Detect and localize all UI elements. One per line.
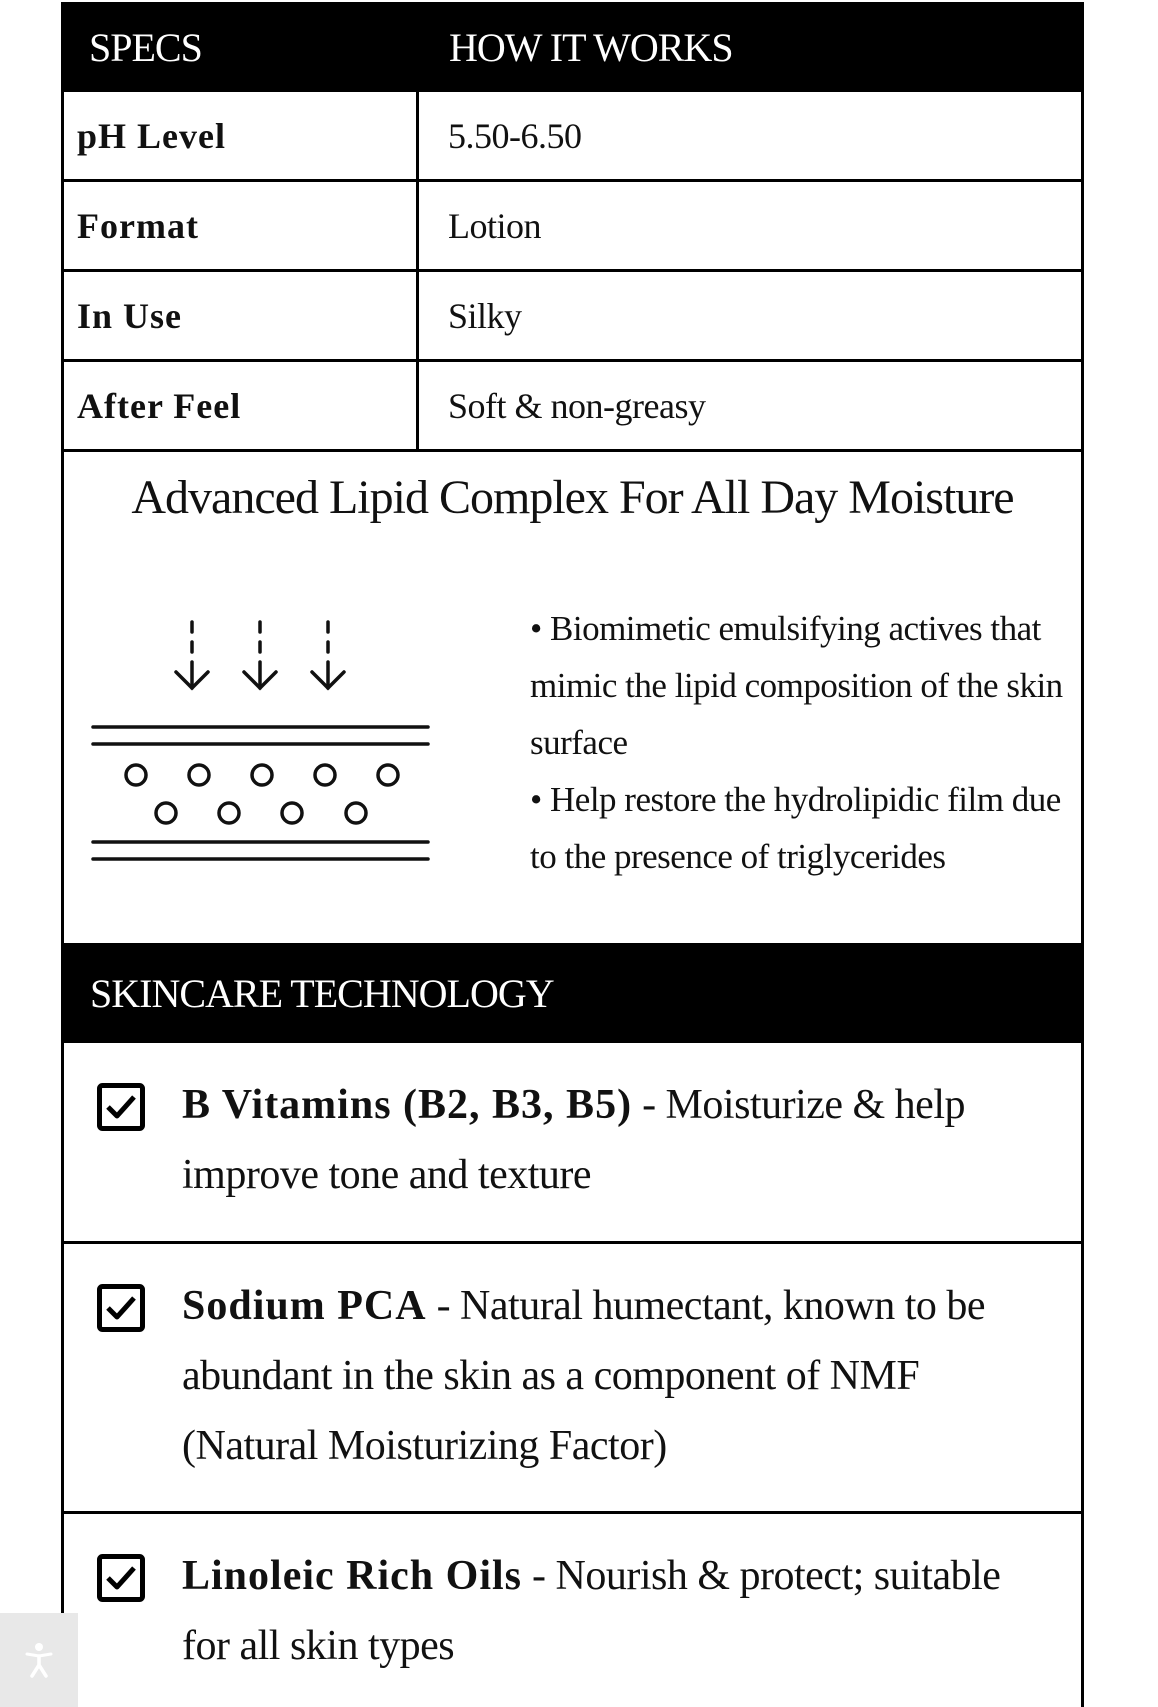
table-row [61,92,1084,182]
list-item [61,1514,1084,1707]
list-item [61,1244,1084,1514]
skincare-technology-label: SKINCARE TECHNOLOGY [90,970,554,1016]
technology-text [182,1070,1042,1210]
spec-value: Silky [448,295,522,336]
technology-description: - Natural humectant, known to be abundant in the skin as a component of NMF (Natural Moisturizing Factor) [182,1283,986,1469]
bullet-icon: • [530,609,551,648]
lipid-section-title: Advanced Lipid Complex For All Day Moisture [131,471,1014,524]
lipid-benefits-list [530,600,1070,885]
spec-value: 5.50-6.50 [448,115,582,156]
bullet-icon: • [530,780,551,819]
specs-header [61,2,417,92]
table-row [61,272,1084,362]
technology-name: Sodium PCA [182,1283,427,1329]
how-it-works-header-label: HOW IT WORKS [449,24,733,70]
table-row [61,362,1084,452]
spec-value: Soft & non-greasy [448,385,706,426]
accessibility-button[interactable] [0,1613,78,1707]
spec-label: In Use [77,295,183,336]
technology-description: - Moisturize & help improve tone and texture [182,1082,965,1198]
accessibility-icon [24,1642,54,1678]
spec-value: Lotion [448,205,541,246]
skin-barrier-absorption-icon [88,610,438,870]
technology-description: - Nourish & protect; suitable for all skin types [182,1553,1001,1669]
table-divider [416,2,419,452]
how-it-works-header [419,2,1084,92]
checkbox-checked-icon [97,1284,145,1332]
specs-header-label: SPECS [89,24,202,70]
technology-text [182,1541,1042,1681]
skincare-technology-header [61,943,1084,1043]
checkbox-checked-icon [97,1083,145,1131]
list-item [61,1043,1084,1243]
spec-label: After Feel [77,385,242,426]
technology-name: Linoleic Rich Oils [182,1553,523,1599]
table-row [61,182,1084,272]
list-item: • Help restore the hydrolipidic film due to the presence of triglycerides [530,780,1061,876]
technology-text [182,1271,1042,1481]
technology-name: B Vitamins (B2, B3, B5) [182,1082,633,1128]
list-item: • Biomimetic emulsifying actives that mimic the lipid composition of the skin surface [530,609,1063,762]
spec-label: pH Level [77,115,226,156]
checkbox-checked-icon [97,1554,145,1602]
spec-label: Format [77,205,199,246]
